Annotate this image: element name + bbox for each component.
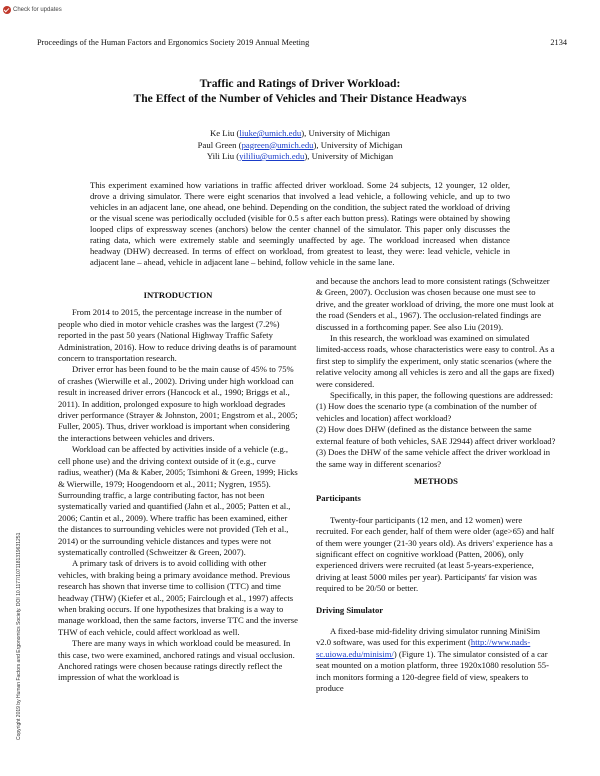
author-list xyxy=(0,128,600,163)
author-1 xyxy=(0,128,600,140)
author-2-affiliation: ), University of Michigan xyxy=(313,139,403,150)
check-for-updates-badge[interactable] xyxy=(3,4,65,15)
author-3-affiliation: ), University of Michigan xyxy=(304,151,394,161)
copyright-notice xyxy=(4,420,22,740)
intro-paragraph-9: (2) How does DHW (defined as the distance between the same external feature of both vehicles, SAE J2944) affect driver workload? (3) Does the DHW of the same vehicle affect the driver workload in the same way in different scenarios? xyxy=(316,424,556,469)
intro-paragraph-2: Driver error has been found to be the main cause of 45% to 75% of crashes (Wierwille et al., 2002). Driving under high workload can result in increased driver errors (Hancock et al., 1990; Briggs et al., 2011). In addition, prolonged exposure to high workload degrades driver performance (Strayer & Johnston, 2001; Engstrom et al., 2005; Fuller, 2005). Thus, driver workload is important when considering the interactions between vehicles and drivers. xyxy=(58,364,298,443)
author-3-email-link[interactable]: yililiu@umich.edu xyxy=(239,151,305,161)
intro-paragraph-7: In this research, the workload was examined on simulated limited-access roads, whose characteristics were easy to control. As a first step to simplify the experiment, only static scenarios (where the relative velocity among all vehicles is zero and all the gaps are fixed) were considered. xyxy=(316,333,555,389)
author-1-email-link[interactable]: liuke@umich.edu xyxy=(239,128,302,138)
author-2-name: Paul Green ( xyxy=(197,139,242,150)
paper-title xyxy=(0,76,600,106)
methods-heading: METHODS xyxy=(414,475,458,486)
author-2 xyxy=(0,140,600,152)
intro-paragraph-5: There are many ways in which workload could be measured. In this case, two were examined, anchored ratings and visual occlusion. Anchored ratings were chosen because ratings directly reflect the impression of what the workload is xyxy=(58,638,295,683)
author-3 xyxy=(0,151,600,163)
intro-paragraph-3: Workload can be affected by activities inside of a vehicle (e.g., cell phone use) and the driving context outside of it (e.g., curve radius, weather) (Ma & Kaber, 2005; Tsimhoni & Green, 1999; Hicks & Wierwille, 1979; Hoogendoorn et al., 2011; Nygren, 1955). Surrounding traffic, a large contributing factor, has not been systematically varied and quantified (Jahn et al., 2005; Patten et al., 2006; Cantin et al., 2009). Where traffic has been examined, either the distances to surrounding vehicles were not provided (Teh et al., 2014) or the surrounding vehicle distances and types were not systematically controlled (Schweitzer & Green, 2007). xyxy=(58,444,298,557)
simulator-text-start: A fixed-base mid-fidelity driving simulator running MiniSim v2.0 software, was used for this experiment ( xyxy=(316,625,541,648)
check-icon xyxy=(3,6,11,14)
author-2-email-link[interactable]: pagreen@umich.edu xyxy=(241,139,314,150)
proceedings-title: Proceedings of the Human Factors and Ergonomics Society 2019 Annual Meeting xyxy=(37,38,310,47)
introduction-heading: INTRODUCTION xyxy=(143,290,213,300)
intro-paragraph-1: From 2014 to 2015, the percentage increase in the number of people who died in motor vehicle crashes was the largest (7.2%) reported in the past 50 years (National Highway Traffic Safety Administration, 2016). How to reduce driving deaths is of paramount concern to transportation research. xyxy=(58,307,297,364)
author-1-affiliation: ), University of Michigan xyxy=(301,128,391,138)
right-column xyxy=(316,276,556,694)
title-line-1: Traffic and Ratings of Driver Workload: xyxy=(199,77,401,90)
author-3-name: Yili Liu ( xyxy=(206,151,240,161)
intro-paragraph-6: and because the anchors lead to more consistent ratings (Schweitzer & Green, 2007). Occlusion was chosen because one must see to drive, and the greater workload of driving, the more one must look at the road (Senders et al., 1967). The occlusion-related findings are discussed in a forthcoming paper. See also Liu (2019). xyxy=(316,276,554,332)
participants-paragraph: Twenty-four participants (12 men, and 12 women) were recruited. For each gender, half of them were older (age>65) and half of them were younger (21-30 years old). As drivers' experience has a significant effect on cognitive workload (Patten, 2006), only experienced drivers were recruited (at least 5-years-experience, driving at least 5000 miles per year). Participants' far vision was required to be 20/50 or better. xyxy=(316,514,555,594)
copyright-text: Copyright 2019 by Human Factors and Ergonomics Society. DOI 10.1177/1071181319631251 xyxy=(16,532,22,740)
page-number: 2134 xyxy=(550,38,567,47)
check-for-updates-label: Check for updates xyxy=(13,6,62,13)
participants-heading: Participants xyxy=(316,493,361,504)
title-line-2: The Effect of the Number of Vehicles and Their Distance Headways xyxy=(133,92,467,105)
driving-simulator-heading: Driving Simulator xyxy=(316,604,384,615)
simulator-text-end: ) (Figure 1). The simulator consisted of a car seat mounted on a motion platform, three 1920x1080 resolution 55-inch monitors forming a 120-degree field of view, speakers to produce xyxy=(316,648,549,693)
intro-paragraph-4: A primary task of drivers is to avoid colliding with other vehicles, with braking being a primary avoidance method. Previous research has shown that inverse time to collision (TTC) and time headway (THW) (Kiefer et al., 2005; Fairclough et al., 1997) affects when braking occurs. If one hypothesizes that braking is a way to manage workload, then the same factors, inverse TTC and the inverse THW of each vehicle, could affect workload as well. xyxy=(58,558,298,637)
author-1-name: Ke Liu ( xyxy=(209,128,240,138)
left-column xyxy=(58,290,298,684)
simulator-paragraph xyxy=(316,626,556,694)
abstract: This experiment examined how variations in traffic affected driver workload. Some 24 subjects, 12 younger, 12 older, drove a driving simulator. There were eight scenarios that involved a lead vehicle, a following vehicle, and up to two vehicles in an adjacent lane, one ahead, one behind. Depending on the condition, the subject rated the workload of driving or the visual scene was periodically occluded (visible for 0.5 s after each button press). Ratings were obtained by showing looped clips of expressway scenes (anchors) below the center channel of the simulator. This paper only discusses the rating data, which were extremely stable and seemingly unaffected by age. The workload increased when distance headway (DHW) decreased. In terms of effect on workload, from greatest to least, they were: lead vehicle, vehicle in adjacent lane – ahead, vehicle in adjacent lane – behind, follow vehicle in the same lane. xyxy=(90,180,510,267)
minisim-url-link[interactable]: http://www.nads-sc.uiowa.edu/minisim/ xyxy=(316,637,531,659)
intro-paragraph-8: Specifically, in this paper, the following questions are addressed: (1) How does the scenario type (a combination of the number of vehicles and location) affect workload? xyxy=(316,390,553,423)
running-head xyxy=(37,38,567,47)
